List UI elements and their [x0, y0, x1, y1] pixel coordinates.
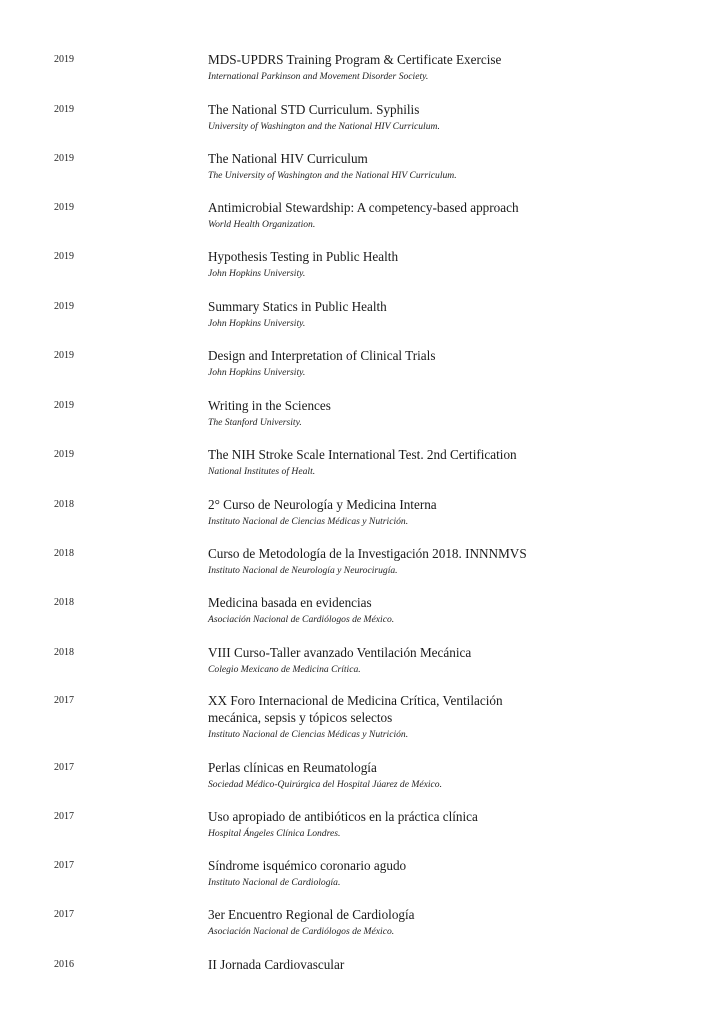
- entry-title: Antimicrobial Stewardship: A competency-based approach: [208, 200, 519, 215]
- entry-title: Summary Statics in Public Health: [208, 299, 387, 314]
- entry-organization: Sociedad Médico-Quirúrgica del Hospital Júarez de México.: [208, 779, 443, 790]
- entry-year: 2019: [54, 400, 74, 411]
- entry-organization: University of Washington and the National HIV Curriculum.: [208, 121, 440, 132]
- entry-title: II Jornada Cardiovascular: [208, 957, 345, 972]
- entry-title: Hypothesis Testing in Public Health: [208, 249, 399, 264]
- entry-year: 2017: [54, 695, 74, 706]
- entry-year: 2019: [54, 449, 74, 460]
- entry-organization: World Health Organization.: [208, 219, 316, 230]
- entry-organization: Colegio Mexicano de Medicina Crítica.: [208, 664, 361, 675]
- entry-organization: Asociación Nacional de Cardiólogos de México.: [208, 614, 395, 625]
- entry-organization: Instituto Nacional de Cardiología.: [208, 877, 341, 888]
- entry-year: 2019: [54, 153, 74, 164]
- entry-year: 2019: [54, 350, 74, 361]
- entry-title: Design and Interpretation of Clinical Trials: [208, 348, 436, 363]
- entry-organization: The Stanford University.: [208, 417, 302, 428]
- entry-organization: The University of Washington and the National HIV Curriculum.: [208, 170, 457, 181]
- entry-year: 2017: [54, 811, 74, 822]
- entry-year: 2019: [54, 54, 74, 65]
- entry-title: MDS-UPDRS Training Program & Certificate Exercise: [208, 52, 502, 67]
- entry-organization: National Institutes of Healt.: [208, 466, 316, 477]
- entry-title: The NIH Stroke Scale International Test. 2nd Certification: [208, 447, 517, 462]
- entry-title: Writing in the Sciences: [208, 398, 331, 413]
- entry-year: 2017: [54, 860, 74, 871]
- entry-year: 2018: [54, 548, 74, 559]
- entry-year: 2018: [54, 647, 74, 658]
- entry-organization: Instituto Nacional de Neurología y Neurocirugía.: [208, 565, 398, 576]
- entry-organization: Instituto Nacional de Ciencias Médicas y Nutrición.: [208, 516, 409, 527]
- entry-organization: International Parkinson and Movement Disorder Society.: [208, 71, 429, 82]
- entry-title: Medicina basada en evidencias: [208, 595, 372, 610]
- entry-title: The National HIV Curriculum: [208, 151, 368, 166]
- entry-title: Síndrome isquémico coronario agudo: [208, 858, 407, 873]
- entry-year: 2018: [54, 597, 74, 608]
- entry-title: Perlas clínicas en Reumatología: [208, 760, 377, 775]
- entry-title: XX Foro Internacional de Medicina Crítica, Ventilación mecánica, sepsis y tópicos selectos: [208, 693, 503, 725]
- entry-organization: Hospital Ángeles Clínica Londres.: [208, 828, 341, 839]
- entry-title: Uso apropiado de antibióticos en la práctica clínica: [208, 809, 478, 824]
- entry-title: Curso de Metodología de la Investigación 2018. INNNMVS: [208, 546, 527, 561]
- entry-year: 2019: [54, 301, 74, 312]
- entry-year: 2018: [54, 499, 74, 510]
- entry-year: 2016: [54, 959, 74, 970]
- entry-year: 2019: [54, 104, 74, 115]
- entry-title: VIII Curso-Taller avanzado Ventilación Mecánica: [208, 645, 472, 660]
- entry-organization: John Hopkins University.: [208, 318, 306, 329]
- entry-title: 2° Curso de Neurología y Medicina Interna: [208, 497, 437, 512]
- entry-organization: John Hopkins University.: [208, 367, 306, 378]
- entry-title: 3er Encuentro Regional de Cardiología: [208, 907, 415, 922]
- entry-title: The National STD Curriculum. Syphilis: [208, 102, 420, 117]
- entry-year: 2019: [54, 202, 74, 213]
- entry-year: 2017: [54, 762, 74, 773]
- entry-year: 2017: [54, 909, 74, 920]
- entry-organization: Asociación Nacional de Cardiólogos de México.: [208, 926, 395, 937]
- entry-organization: John Hopkins University.: [208, 268, 306, 279]
- entry-organization: Instituto Nacional de Ciencias Médicas y Nutrición.: [208, 729, 409, 740]
- entry-year: 2019: [54, 251, 74, 262]
